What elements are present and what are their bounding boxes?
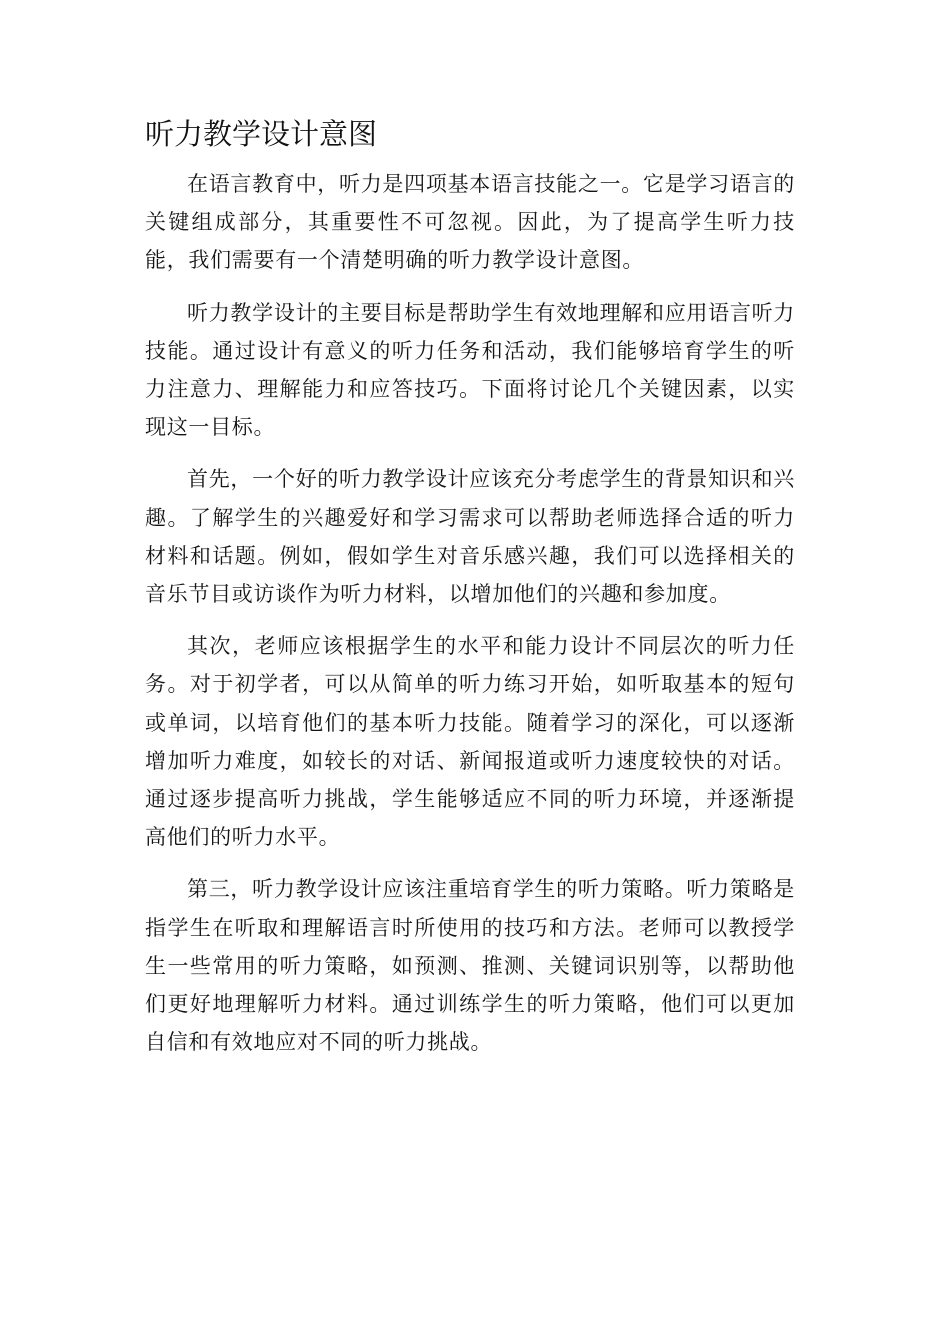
paragraph-2: 听力教学设计的主要目标是帮助学生有效地理解和应用语言听力技能。通过设计有意义的听力任务和活动，我们能够培育学生的听力注意力、理解能力和应答技巧。下面将讨论几个关键因素，以实现这一目标。 — [145, 300, 795, 440]
paragraph-1: 在语言教育中，听力是四项基本语言技能之一。它是学习语言的关键组成部分，其重要性不可忽视。因此，为了提高学生听力技能，我们需要有一个清楚明确的听力教学设计意图。 — [145, 172, 795, 273]
paragraph-4: 其次，老师应该根据学生的水平和能力设计不同层次的听力任务。对于初学者，可以从简单的听力练习开始，如听取基本的短句或单词，以培育他们的基本听力技能。随着学习的深化，可以逐渐增加听力难度，如较长的对话、新闻报道或听力速度较快的对话。通过逐步提高听力挑战，学生能够适应不同的听力环境，并逐渐提高他们的听力水平。 — [145, 634, 795, 850]
paragraph-5: 第三，听力教学设计应该注重培育学生的听力策略。听力策略是指学生在听取和理解语言时所使用的技巧和方法。老师可以教授学生一些常用的听力策略，如预测、推测、关键词识别等，以帮助他们更好地理解听力材料。通过训练学生的听力策略，他们可以更加自信和有效地应对不同的听力挑战。 — [145, 877, 795, 1055]
document-body — [145, 165, 795, 1075]
paragraph-3: 首先，一个好的听力教学设计应该充分考虑学生的背景知识和兴趣。了解学生的兴趣爱好和学习需求可以帮助老师选择合适的听力材料和话题。例如，假如学生对音乐感兴趣，我们可以选择相关的音乐节目或访谈作为听力材料，以增加他们的兴趣和参加度。 — [145, 467, 795, 607]
document-title: 听力教学设计意图 — [145, 117, 378, 151]
